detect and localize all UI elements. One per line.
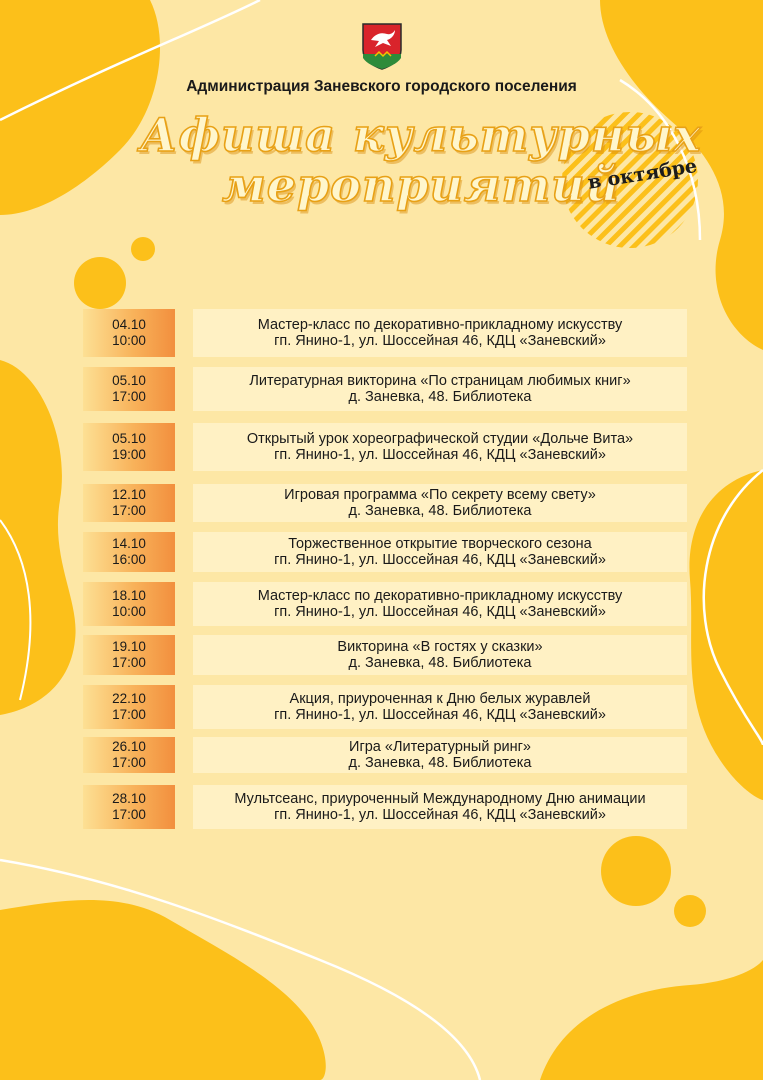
event-title: Мастер-класс по декоративно-прикладному искусству xyxy=(257,316,623,333)
event-place: д. Заневка, 48. Библиотека xyxy=(348,655,532,671)
event-description-box xyxy=(193,309,687,357)
event-place: гп. Янино-1, ул. Шоссейная 46, КДЦ «Заневский» xyxy=(274,604,606,620)
event-date-box xyxy=(83,484,175,522)
event-row xyxy=(83,423,687,471)
event-description-box xyxy=(193,582,687,626)
event-row xyxy=(83,309,687,357)
event-description-box xyxy=(193,785,687,829)
event-date-box xyxy=(83,423,175,471)
event-row xyxy=(83,737,687,773)
event-row xyxy=(83,685,687,729)
event-time: 16:00 xyxy=(112,552,146,567)
event-row xyxy=(83,582,687,626)
event-time: 10:00 xyxy=(112,604,146,619)
event-date-box xyxy=(83,685,175,729)
event-description-box xyxy=(193,737,687,773)
event-description-box xyxy=(193,685,687,729)
event-date-box xyxy=(83,635,175,675)
event-title: Открытый урок хореографической студии «Дольче Вита» xyxy=(246,430,634,447)
event-date: 05.10 xyxy=(112,373,146,388)
event-place: д. Заневка, 48. Библиотека xyxy=(348,755,532,771)
event-date-box xyxy=(83,532,175,572)
event-description-box xyxy=(193,423,687,471)
event-date: 19.10 xyxy=(112,639,146,654)
event-date: 14.10 xyxy=(112,536,146,551)
event-date: 05.10 xyxy=(112,431,146,446)
event-date: 04.10 xyxy=(112,317,146,332)
event-place: гп. Янино-1, ул. Шоссейная 46, КДЦ «Заневский» xyxy=(274,807,606,823)
event-place: гп. Янино-1, ул. Шоссейная 46, КДЦ «Заневский» xyxy=(274,333,606,349)
event-time: 17:00 xyxy=(112,807,146,822)
event-date: 18.10 xyxy=(112,588,146,603)
event-description-box xyxy=(193,532,687,572)
event-place: д. Заневка, 48. Библиотека xyxy=(348,389,532,405)
event-date-box xyxy=(83,367,175,411)
event-date-box xyxy=(83,309,175,357)
event-place: гп. Янино-1, ул. Шоссейная 46, КДЦ «Заневский» xyxy=(274,707,606,723)
event-title: Мастер-класс по декоративно-прикладному искусству xyxy=(257,587,623,604)
event-row xyxy=(83,367,687,411)
event-row xyxy=(83,484,687,522)
coat-of-arms-icon xyxy=(361,22,403,70)
event-title: Игра «Литературный ринг» xyxy=(349,738,531,755)
month-label: в октябре xyxy=(586,154,699,194)
event-place: гп. Янино-1, ул. Шоссейная 46, КДЦ «Заневский» xyxy=(274,447,606,463)
event-description-box xyxy=(193,635,687,675)
event-title: Викторина «В гостях у сказки» xyxy=(337,638,543,655)
event-title: Литературная викторина «По страницам любимых книг» xyxy=(249,372,631,389)
event-row xyxy=(83,785,687,829)
event-date-box xyxy=(83,785,175,829)
event-time: 17:00 xyxy=(112,655,146,670)
event-time: 17:00 xyxy=(112,707,146,722)
event-date-box xyxy=(83,737,175,773)
event-title: Мультсеанс, приуроченный Международному Дню анимации xyxy=(234,790,646,807)
event-description-box xyxy=(193,484,687,522)
event-place: д. Заневка, 48. Библиотека xyxy=(348,503,532,519)
event-row xyxy=(83,635,687,675)
event-time: 19:00 xyxy=(112,447,146,462)
event-time: 17:00 xyxy=(112,755,146,770)
event-date: 22.10 xyxy=(112,691,146,706)
event-title: Акция, приуроченная к Дню белых журавлей xyxy=(289,690,591,707)
event-date: 28.10 xyxy=(112,791,146,806)
event-time: 17:00 xyxy=(112,503,146,518)
event-description-box xyxy=(193,367,687,411)
event-date: 12.10 xyxy=(112,487,146,502)
event-row xyxy=(83,532,687,572)
event-time: 17:00 xyxy=(112,389,146,404)
event-title: Игровая программа «По секрету всему свету» xyxy=(284,486,596,503)
organization-name: Администрация Заневского городского поселения xyxy=(186,78,577,95)
event-time: 10:00 xyxy=(112,333,146,348)
event-date: 26.10 xyxy=(112,739,146,754)
event-place: гп. Янино-1, ул. Шоссейная 46, КДЦ «Заневский» xyxy=(274,552,606,568)
poster-title-line-2: мероприятий xyxy=(222,158,621,212)
event-date-box xyxy=(83,582,175,626)
poster-title-line-1: Афиша культурных xyxy=(140,108,702,162)
event-title: Торжественное открытие творческого сезона xyxy=(288,535,592,552)
